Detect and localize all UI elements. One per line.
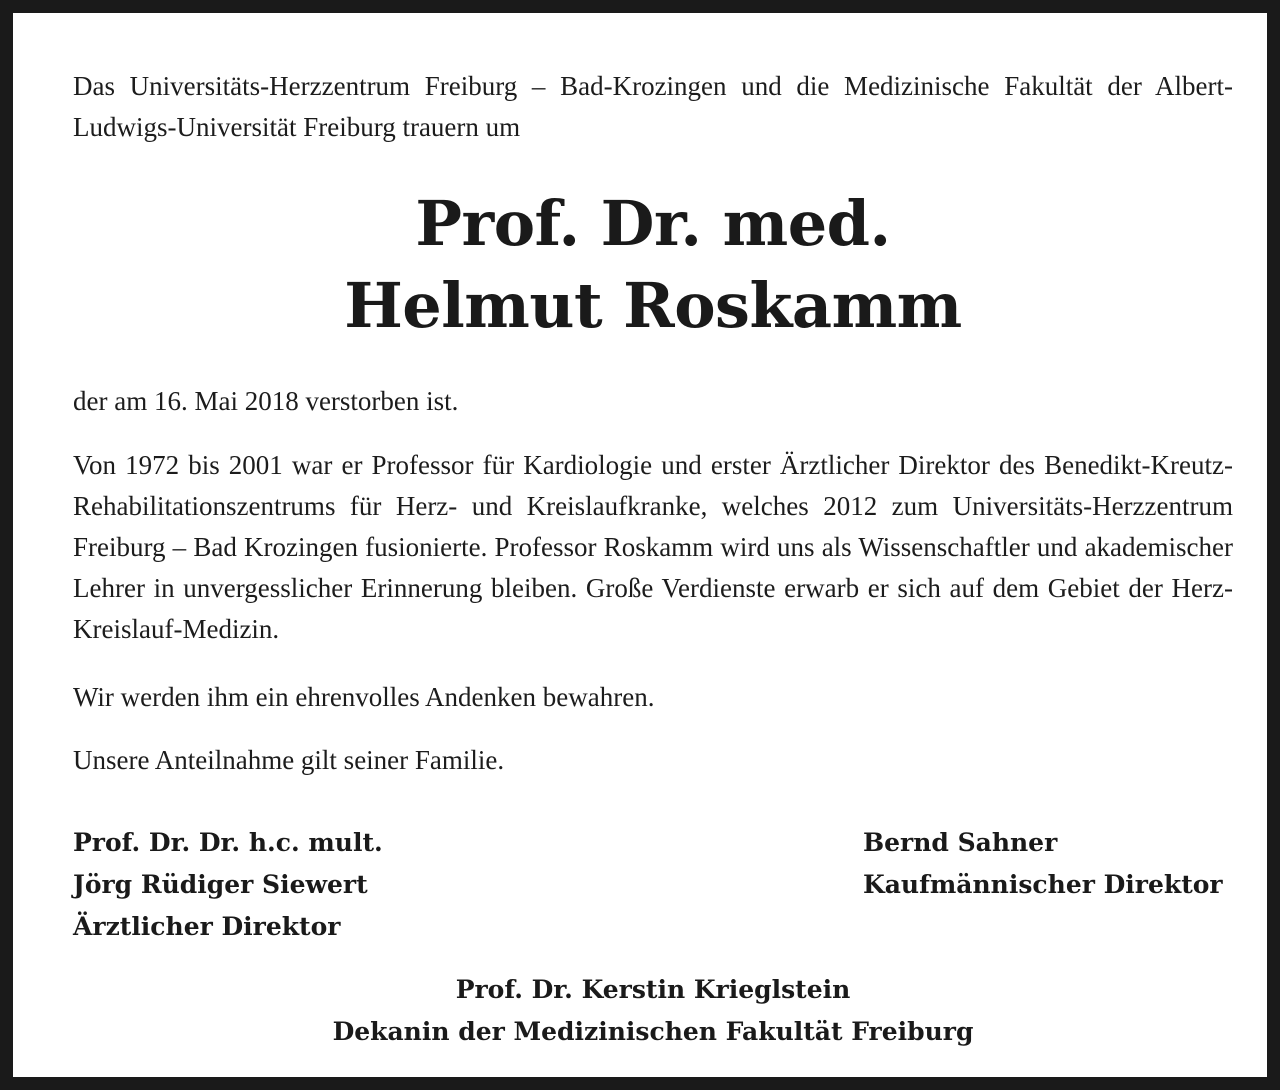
signature-medical-director bbox=[73, 822, 383, 948]
signature-name: Prof. Dr. Kerstin Krieglstein bbox=[455, 975, 851, 1004]
signature-role: Ärztlicher Direktor bbox=[73, 912, 341, 941]
death-notice: der am 16. Mai 2018 verstorben ist. bbox=[73, 386, 459, 416]
signature-role: Kaufmännischer Direktor bbox=[863, 870, 1223, 899]
signature-dean bbox=[73, 969, 1233, 1053]
sympathy-line: Unsere Anteilnahme gilt seiner Familie. bbox=[73, 745, 505, 775]
signature-name: Bernd Sahner bbox=[863, 828, 1058, 857]
memory-line: Wir werden ihm ein ehrenvolles Andenken bewahren. bbox=[73, 682, 655, 712]
signature-name: Jörg Rüdiger Siewert bbox=[73, 870, 368, 899]
signature-title: Prof. Dr. Dr. h.c. mult. bbox=[73, 828, 383, 857]
deceased-title: Prof. Dr. med. bbox=[415, 187, 891, 260]
signature-commercial-director bbox=[863, 822, 1223, 906]
signature-role: Dekanin der Medizinischen Fakultät Freiburg bbox=[332, 1017, 974, 1046]
biography-paragraph: Von 1972 bis 2001 war er Professor für Kardiologie und erster Ärztlicher Direktor des Benedikt-Kreutz-Rehabilitationszentrums für Herz- und Kreislaufkranke, welches 2012 zum Universitäts-Herzzentrum Freiburg – Bad Krozingen fusionierte. Professor Roskamm wird uns als Wissenschaftler und akademischer Lehrer in unvergesslicher Erinnerung bleiben. Große Verdienste erwarb er sich auf dem Gebiet der Herz-Kreislauf-Medizin. bbox=[73, 450, 1233, 644]
intro-paragraph: Das Universitäts-Herzzentrum Freiburg – Bad-Krozingen und die Medizinische Fakultät der Albert-Ludwigs-Universität Freiburg trauern um bbox=[73, 71, 1233, 142]
deceased-name: Helmut Roskamm bbox=[344, 269, 962, 342]
